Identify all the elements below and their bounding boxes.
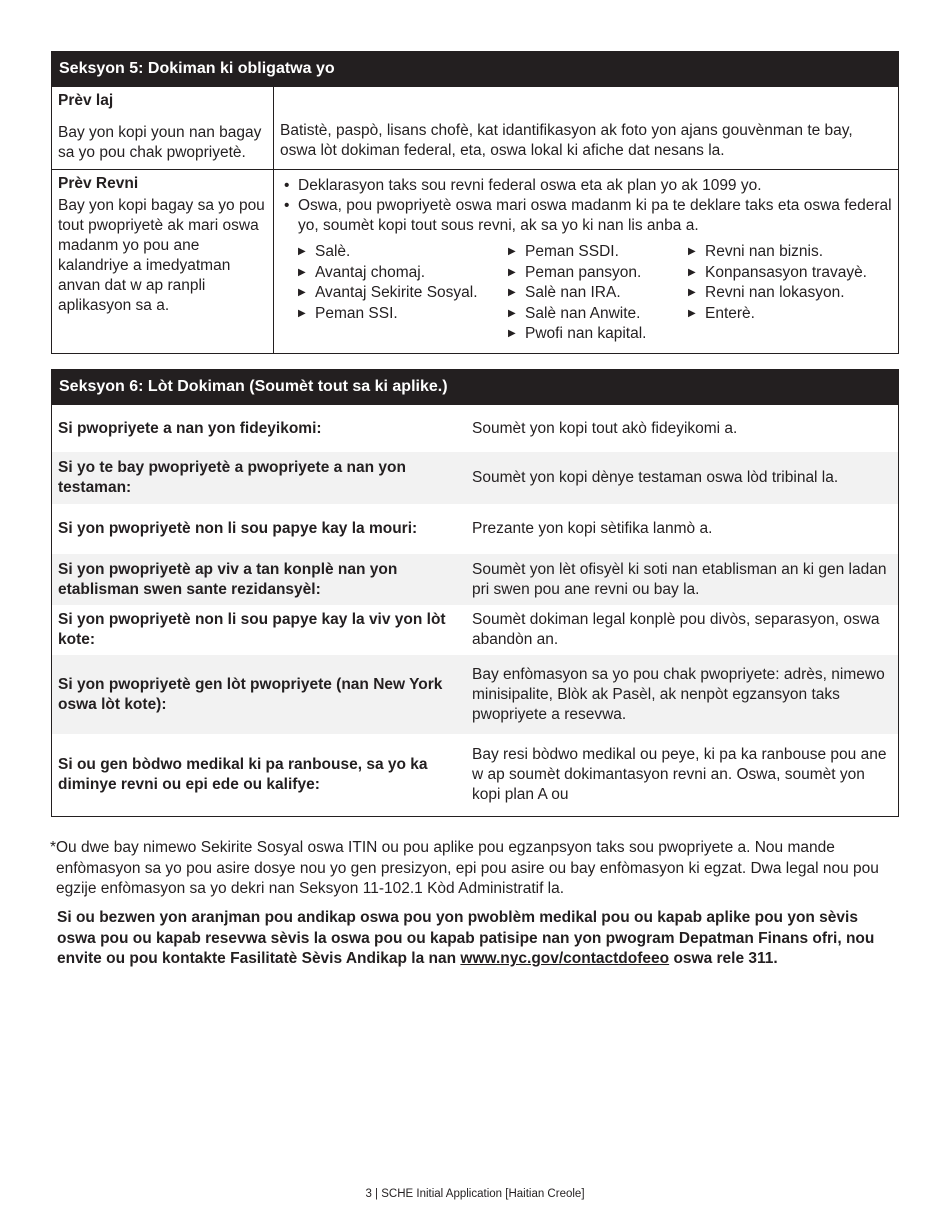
footnote-asterisk: * (50, 839, 57, 856)
page-footer: 3 | SCHE Initial Application [Haitian Creole] (365, 1188, 585, 1200)
row-condition: Si ou gen bòdwo medikal ki pa ranbouse, sa yo ka diminye revni ou epi ede ou kalifye: (58, 756, 428, 793)
row-requirement: Bay resi bòdwo medikal ou peye, ki pa ka ranbouse pou ane w ap soumèt dokimantasyon revni an. Oswa, soumèt yon kopi plan A ou (472, 746, 887, 803)
list-item: ▶ Pwofi nan kapital. (508, 324, 688, 345)
row-condition: Si yon pwopriyetè non li sou papye kay la mouri: (58, 520, 418, 537)
table-row (52, 504, 898, 554)
table-row (52, 734, 898, 816)
section-5-table (51, 51, 899, 354)
list-item: • Deklarasyon taks sou revni federal oswa eta ak plan yo ak 1099 yo. (280, 176, 892, 196)
row-condition: Si yon pwopriyetè gen lòt pwopriyete (nan New York oswa lòt kote): (58, 675, 443, 713)
section-5-header (51, 51, 899, 86)
row-condition: Si yon pwopriyetè ap viv a tan konplè nan yon etablisman swen sante rezidansyèl: (58, 560, 398, 598)
section-6-table (51, 369, 899, 817)
list-item: ▶ Salè. (298, 242, 508, 263)
table-row (52, 605, 898, 655)
list-item: ▶ Peman SSI. (298, 304, 508, 325)
proof-of-age-documents: Batistè, paspò, lisans chofè, kat idantifikasyon ak foto yon ajans gouvènman te bay, oswa lòt dokiman federal, eta, oswa lokal ki afiche dat nesans la. (280, 122, 853, 159)
list-item: ▶ Konpansasyon travayè. (688, 263, 892, 284)
accessibility-notice (57, 908, 899, 970)
income-column-1 (298, 242, 508, 345)
list-item: ▶ Enterè. (688, 304, 892, 325)
list-item: ▶ Revni nan biznis. (688, 242, 892, 263)
list-item: ▶ Salè nan Anwite. (508, 304, 688, 325)
income-bullets (280, 176, 892, 236)
contact-link[interactable]: www.nyc.gov/contactdofeeo (460, 950, 670, 967)
row-requirement: Soumèt yon lèt ofisyèl ki soti nan etablisman an ki gen ladan pri swen pou ane revni ou bay la. (472, 560, 887, 598)
accessibility-tail: oswa rele 311. (673, 950, 778, 967)
section-5-title: Seksyon 5: Dokiman ki obligatwa yo (59, 59, 335, 77)
proof-of-age-instruction: Bay yon kopi youn nan bagay sa yo pou chak pwopriyetè. (58, 124, 262, 161)
row-condition: Si pwopriyete a nan yon fideyikomi: (58, 419, 322, 437)
income-column-2 (508, 242, 688, 345)
income-source-columns (280, 242, 892, 345)
section-6-title: Seksyon 6: Lòt Dokiman (Soumèt tout sa ki aplike.) (59, 378, 448, 395)
row-condition: Si yon pwopriyetè non li sou papye kay la viv yon lòt kote: (58, 611, 446, 648)
row-requirement: Bay enfòmasyon sa yo pou chak pwopriyete: adrès, nimewo minisipalite, Blòk ak Pasèl, ak nenpòt egzansyon taks pwopriyete a resevwa. (472, 665, 885, 723)
footnote-text: Ou dwe bay nimewo Sekirite Sosyal oswa ITIN ou pou aplike pou egzanpsyon taks sou pwopriyete a. Nou mande enfòmasyon sa yo pou asire dosye nou yo gen presizyon, epi pou asire ou bay enfòmasyon ki egzat. Dwa legal nou pou egzije enfòmasyon sa yo dekri nan Seksyon 11-102.1 Kòd Administratif la. (56, 839, 879, 897)
list-item: ▶ Revni nan lokasyon. (688, 283, 892, 304)
ssn-footnote (50, 838, 900, 900)
proof-of-income-instruction: Bay yon kopi bagay sa yo pou tout pwopriyetè ak mari oswa madanm yo pou ane kalandriye a imedyatman anvan dat w ap ranpli aplikasyon sa a. (58, 197, 265, 314)
list-item: ▶ Peman pansyon. (508, 263, 688, 284)
income-column-3 (688, 242, 892, 345)
list-item: ▶ Avantaj Sekirite Sosyal. (298, 283, 508, 304)
proof-of-age-label: Prèv laj (58, 92, 114, 109)
table-row (52, 655, 898, 734)
row-requirement: Prezante yon kopi sètifika lanmò a. (472, 520, 713, 537)
list-item: • Oswa, pou pwopriyetè oswa mari oswa madanm ki pa te deklare taks eta oswa federal yo, soumèt kopi tout sous revni, ak sa yo ki nan lis anba a. (280, 196, 892, 236)
table-row (52, 554, 898, 605)
proof-of-income-row (52, 169, 898, 353)
row-requirement: Soumèt dokiman legal konplè pou divòs, separasyon, oswa abandòn an. (472, 611, 880, 648)
row-requirement: Soumèt yon kopi dènye testaman oswa lòd tribinal la. (472, 469, 839, 486)
table-row (52, 452, 898, 504)
list-item: ▶ Peman SSDI. (508, 242, 688, 263)
table-row (52, 405, 898, 452)
row-condition: Si yo te bay pwopriyetè a pwopriyete a nan yon testaman: (58, 459, 406, 496)
list-item: ▶ Avantaj chomaj. (298, 263, 508, 284)
section-6-header (51, 369, 899, 405)
list-item: ▶ Salè nan IRA. (508, 283, 688, 304)
proof-of-age-row (52, 86, 898, 169)
row-requirement: Soumèt yon kopi tout akò fideyikomi a. (472, 419, 738, 437)
accessibility-text: Si ou bezwen yon aranjman pou andikap oswa pou yon pwoblèm medikal pou ou kapab aplike pou yon sèvis oswa pou ou kapab resevwa sèvis la oswa pou ou kapab patisipe nan yon pwogram Depatman Finans ofri, nou envite ou pou kontakte Fasilitatè Sèvis Andikap la nan (57, 909, 875, 967)
proof-of-income-label: Prèv Revni (58, 175, 139, 192)
